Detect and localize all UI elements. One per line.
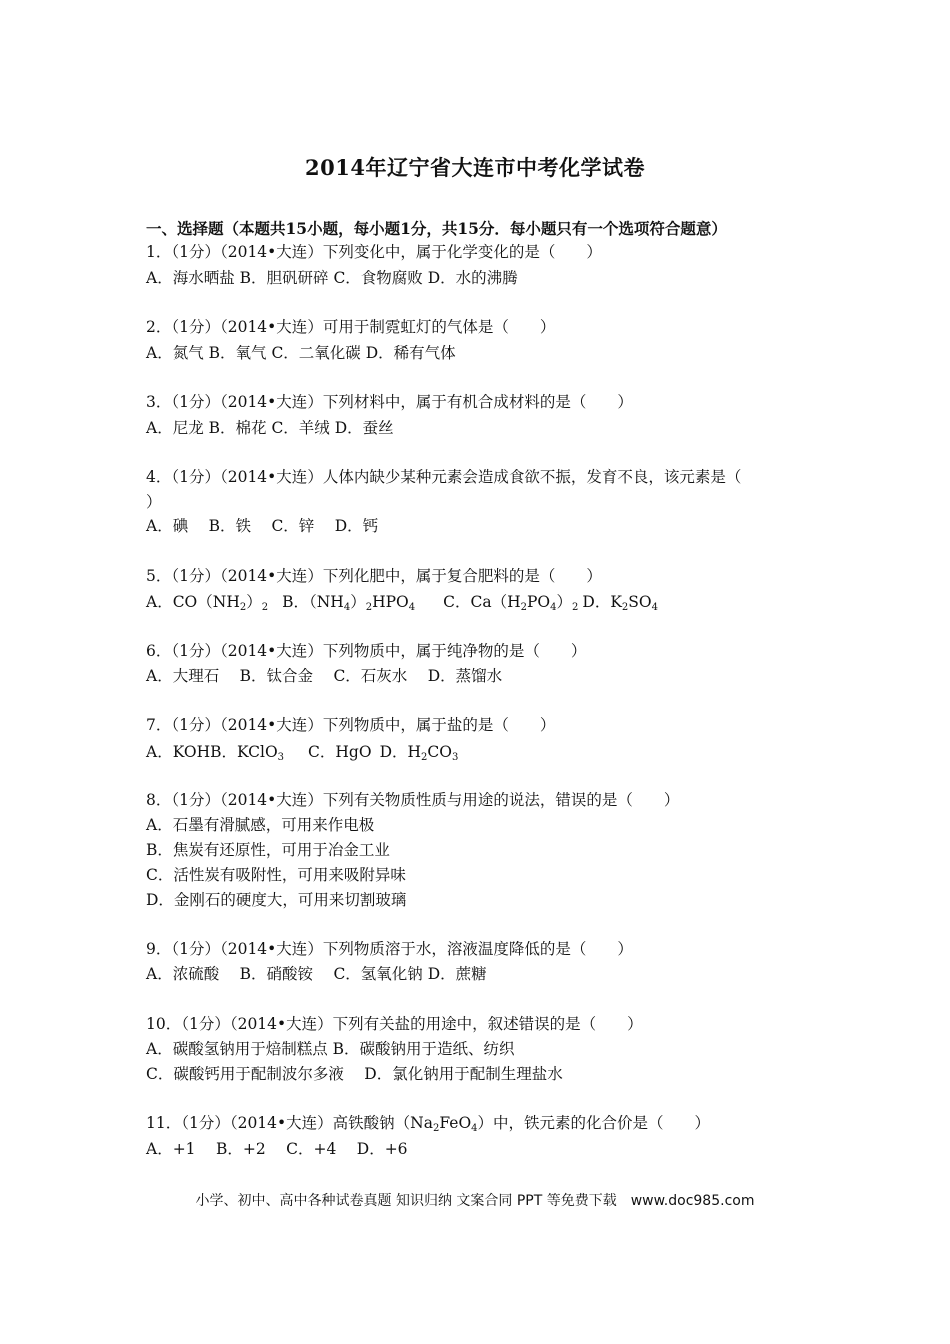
- question-3-options: A．尼龙 B．棉花 C．羊绒 D．蚕丝: [146, 419, 394, 437]
- question-7-stem: 7．（1分）（2014•大连）下列物质中，属于盐的是（ ）: [146, 716, 556, 734]
- question-4-stem: 4．（1分）（2014•大连）人体内缺少某种元素会造成食欲不振，发育不良，该元素是（: [146, 468, 742, 486]
- question-8-stem: 8．（1分）（2014•大连）下列有关物质性质与用途的说法，错误的是（ ）: [146, 791, 680, 809]
- question-1-stem: 1．（1分）（2014•大连）下列变化中，属于化学变化的是（ ）: [146, 243, 602, 261]
- question-11-options: A．+1 B．+2 C．+4 D．+6: [146, 1140, 408, 1158]
- option-a: A．$CO(NH_2)_2$: [146, 593, 269, 613]
- question-1-options: A．海水晒盐 B．胆矾研碎 C．食物腐败 D．水的沸腾: [146, 269, 518, 287]
- question-8-option-c: C．活性炭有吸附性，可用来吸附异味: [146, 866, 406, 884]
- question-6-stem: 6．（1分）（2014•大连）下列物质中，属于纯净物的是（ ）: [146, 642, 587, 660]
- question-11-stem: 11．（1分）（2014•大连）高铁酸钠$(Na_2FeO_4)$中，铁元素的化合价是（ ）: [146, 1114, 711, 1134]
- question-2-stem: 2．（1分）（2014•大连）可用于制霓虹灯的气体是（ ）: [146, 318, 556, 336]
- question-4-stem-continued: ）: [146, 493, 162, 511]
- option-a: A．KOH: [146, 743, 211, 761]
- question-9-stem: 9．（1分）（2014•大连）下列物质溶于水，溶液温度降低的是（ ）: [146, 940, 633, 958]
- question-3-stem: 3．（1分）（2014•大连）下列材料中，属于有机合成材料的是（ ）: [146, 393, 633, 411]
- question-8-option-d: D．金刚石的硬度大，可用来切割玻璃: [146, 891, 407, 909]
- question-10-options-row-2: C．碳酸钙用于配制波尔多液 D．氯化钠用于配制生理盐水: [146, 1065, 563, 1083]
- option-c: C．$Ca(H_2PO_4)_2$: [443, 593, 579, 613]
- option-c: C．HgO: [308, 743, 372, 761]
- question-4-options: A．碘 B．铁 C．锌 D．钙: [146, 517, 379, 535]
- question-6-options: A．大理石 B．钛合金 C．石灰水 D．蒸馏水: [146, 667, 503, 685]
- footer-banner: 小学、初中、高中各种试卷真题 知识归纳 文案合同 PPT 等免费下载 www.doc985.com: [195, 1193, 755, 1209]
- option-b: B．$(NH_4)_2HPO_4$: [282, 593, 416, 613]
- question-9-options: A．浓硫酸 B．硝酸铵 C．氢氧化钠 D．蔗糖: [146, 965, 487, 983]
- question-8-option-b: B．焦炭有还原性，可用于冶金工业: [146, 841, 390, 859]
- question-7-options: [146, 742, 458, 762]
- option-b: B．KClO$_3$: [210, 743, 285, 763]
- option-d: D．$K_2SO_4$: [582, 593, 658, 613]
- section-heading: 一、选择题（本题共15小题，每小题1分，共15分．每小题只有一个选项符合题意）: [146, 219, 727, 238]
- question-8-option-a: A．石墨有滑腻感，可用来作电极: [146, 816, 375, 834]
- question-2-options: A．氮气 B．氧气 C．二氧化碳 D．稀有气体: [146, 344, 456, 362]
- question-5-options: [146, 592, 658, 612]
- question-10-options-row-1: A．碳酸氢钠用于焙制糕点 B．碳酸钠用于造纸、纺织: [146, 1040, 515, 1058]
- question-10-stem: 10．（1分）（2014•大连）下列有关盐的用途中，叙述错误的是（ ）: [146, 1015, 643, 1033]
- page-title: 2014年辽宁省大连市中考化学试卷: [305, 155, 645, 180]
- question-5-stem: 5．（1分）（2014•大连）下列化肥中，属于复合肥料的是（ ）: [146, 567, 602, 585]
- option-d: D．$H_2CO_3$: [379, 743, 459, 763]
